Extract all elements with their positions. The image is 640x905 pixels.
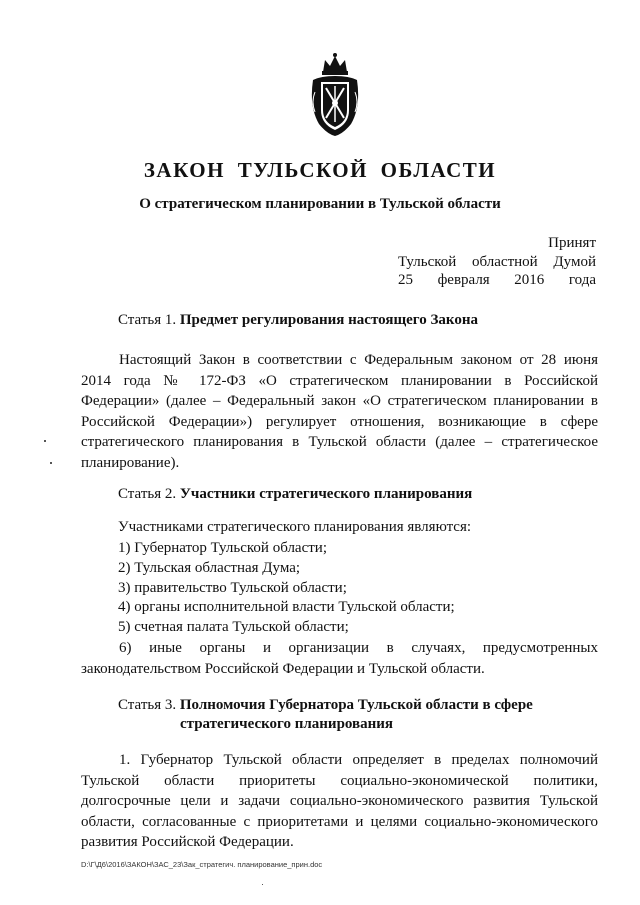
article-3-line: 1. Губернатор Тульской области определяет в пределах полномочий [119,752,598,768]
coat-of-arms-icon [305,52,365,138]
document-subtitle: О стратегическом планировании в Тульской области [139,196,501,212]
article-1-line: стратегического планирования в Тульской области (далее – стратегическое [81,434,598,450]
article-3-title: Полномочия Губернатора Тульской области в сфере [179,697,533,713]
scan-speck [50,462,52,464]
article-1-body [81,350,598,473]
adoption-line-1: Принят [548,235,596,251]
article-3-line: области, согласованные с приоритетами и целями социально-экономического [81,813,598,830]
article-3-title-cont: стратегического планирования [180,716,394,732]
article-1-line: Настоящий Закон в соответствии с Федеральным законом от 28 июня [119,352,598,368]
article-3-line: долгосрочные цели и задачи социально-экономического развития Тульской [81,793,598,809]
article-2-prefix: Статья 2. [118,486,177,502]
article-3-heading [118,697,533,714]
article-2-heading [118,486,472,503]
adoption-line-3: 25 февраля 2016 года [398,272,596,288]
scan-speck [44,440,46,442]
list-item: 2) Тульская областная Дума; [118,560,301,576]
article-1-heading [118,312,478,329]
list-item-line: 6) иные органы и организации в случаях, предусмотренных [119,640,598,656]
article-3-body [81,750,598,853]
article-1-title: Предмет регулирования настоящего Закона [179,312,478,328]
document-title: ЗАКОН ТУЛЬСКОЙ ОБЛАСТИ [143,158,497,182]
list-item: 5) счетная палата Тульской области; [118,619,349,635]
article-3-prefix: Статья 3. [118,697,177,713]
adoption-line-2: Тульской областной Думой [398,254,596,270]
list-item-6 [81,638,598,679]
scan-speck [262,884,263,885]
article-1-line: Федерации» (далее – Федеральный закон «О стратегическом планировании в [81,393,598,409]
file-path-footer: D:\Г\Д6\2016\ЗАКОН\ЗАС_23\Зак_стратегич. планирование_прин.doc [81,860,323,869]
list-item: 1) Губернатор Тульской области; [118,540,327,556]
article-1-line: Российской Федерации») регулирует отношения, возникающие в сфере [81,413,598,430]
article-2-title: Участники стратегического планирования [179,486,473,502]
article-3-line: Тульской области приоритеты социально-экономической политики, [81,772,598,789]
list-item: 3) правительство Тульской области; [118,580,347,596]
article-1-prefix: Статья 1. [118,312,177,328]
article-2-intro: Участниками стратегического планирования являются: [118,519,472,535]
list-item: 4) органы исполнительной власти Тульской области; [118,599,455,615]
article-3-line: развития Российской Федерации. [81,834,294,850]
list-item-line: законодательством Российской Федерации и Тульской области. [81,660,485,677]
article-1-line: планирование). [81,454,180,471]
article-1-line: 2014 года № 172-ФЗ «О стратегическом планировании в Российской [81,372,598,389]
